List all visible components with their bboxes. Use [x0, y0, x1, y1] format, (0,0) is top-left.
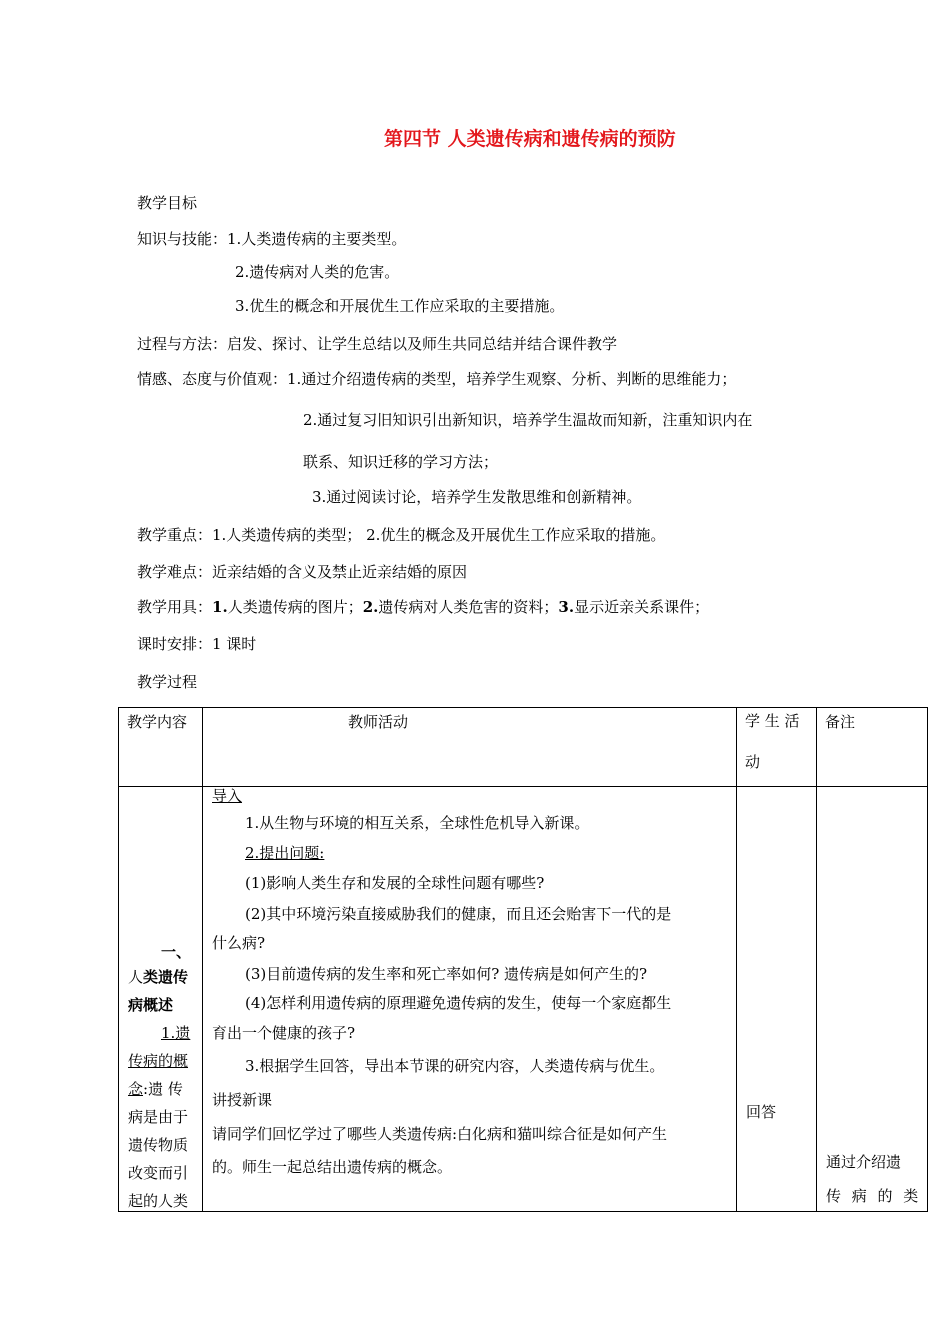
- schedule: 课时安排：1 课时: [137, 635, 257, 653]
- knowledge-item-1: 1.人类遗传病的主要类型。: [227, 230, 407, 248]
- recall-line-b: 的。师生一起总结出遗传病的概念。: [212, 1158, 453, 1176]
- question-2a: (2)其中环境污染直接威胁我们的健康，而且还会贻害下一代的是: [245, 905, 672, 923]
- intro-heading: 导入: [212, 787, 243, 805]
- question-4a: (4)怎样利用遗传病的原理避免遗传病的发生，使每一个家庭都生: [245, 994, 672, 1012]
- content-line-6a: 念: [128, 1080, 144, 1098]
- objectives-heading: 教学目标: [137, 194, 198, 212]
- new-lesson-heading: 讲授新课: [212, 1091, 273, 1109]
- emotion-item-1: 1.通过介绍遗传病的类型，培养学生观察、分析、判断的思维能力；: [287, 370, 737, 388]
- tools-num-2: 2.: [362, 598, 379, 616]
- teacher-point-2: 2.提出问题:: [245, 844, 325, 862]
- emotion-item-2a: 2.通过复习旧知识引出新知识，培养学生温故而知新，注重知识内在: [303, 411, 753, 429]
- tools-item-3: 显示近亲关系课件；: [574, 598, 710, 616]
- content-cell: [119, 787, 203, 1212]
- header-content: [119, 708, 203, 787]
- emotion-line-1: [137, 369, 736, 389]
- content-line-2: [128, 967, 188, 987]
- emotion-item-3: 3.通过阅读讨论，培养学生发散思维和创新精神。: [312, 488, 642, 506]
- tools-item-1: 人类遗传病的图片；: [227, 598, 363, 616]
- teacher-point-1: 1.从生物与环境的相互关系，全球性危机导入新课。: [245, 814, 590, 832]
- knowledge-label: 知识与技能：: [137, 230, 228, 248]
- content-line-6: [128, 1079, 183, 1099]
- header-student: [737, 708, 817, 787]
- content-line-5: 传病的概: [128, 1052, 189, 1070]
- content-line-10: 起的人类: [128, 1192, 189, 1210]
- content-line-4: 1.遗: [161, 1024, 191, 1042]
- header-student-line-2: 动: [745, 753, 761, 771]
- tools-item-2: 遗传病对人类危害的资料；: [378, 598, 559, 616]
- content-line-2b: 类遗传: [143, 968, 189, 986]
- student-answer: 回答: [746, 1103, 777, 1121]
- header-student-line-1: 学 生 活: [745, 712, 800, 730]
- content-line-9: 改变而引: [128, 1164, 189, 1182]
- emotion-label: 情感、态度与价值观：: [137, 370, 288, 388]
- notes-cell: [817, 787, 928, 1212]
- tools-num-1: 1.: [212, 598, 228, 616]
- header-teacher: [203, 708, 737, 787]
- question-1: (1)影响人类生存和发展的全球性问题有哪些?: [245, 874, 545, 892]
- difficulty: 教学难点：近亲结婚的含义及禁止近亲结婚的原因: [137, 563, 468, 581]
- recall-line-a: 请同学们回忆学过了哪些人类遗传病:白化病和猫叫综合征是如何产生: [212, 1125, 668, 1143]
- tools-num-3: 3.: [558, 598, 575, 616]
- content-line-3: 病概述: [128, 996, 174, 1014]
- table-header-row: [119, 708, 928, 787]
- header-notes: [817, 708, 928, 787]
- teacher-cell: [203, 787, 737, 1212]
- table-row: [119, 787, 928, 1212]
- header-teacher-label: 教师活动: [348, 713, 409, 731]
- page-title: 第四节 人类遗传病和遗传病的预防: [384, 128, 676, 150]
- question-3: (3)目前遗传病的发生率和死亡率如何? 遗传病是如何产生的?: [245, 965, 648, 983]
- emotion-item-2b: 联系、知识迁移的学习方法；: [303, 453, 499, 471]
- note-line-2: 传 病 的 类: [826, 1187, 922, 1205]
- question-4b: 育出一个健康的孩子?: [212, 1024, 356, 1042]
- tools-line: [137, 597, 709, 617]
- content-line-8: 遗传物质: [128, 1136, 189, 1154]
- header-notes-label: 备注: [825, 713, 856, 731]
- knowledge-line-1: [137, 229, 406, 249]
- tools-label: 教学用具：: [137, 598, 213, 616]
- process-heading: 教学过程: [137, 673, 198, 691]
- process-methods: 过程与方法：启发、探讨、让学生总结以及师生共同总结并结合课件教学: [137, 335, 618, 353]
- content-line-7: 病是由于: [128, 1108, 189, 1126]
- note-line-1: 通过介绍遗: [826, 1153, 902, 1171]
- lesson-table: [118, 707, 928, 1212]
- teacher-point-3: 3.根据学生回答，导出本节课的研究内容，人类遗传病与优生。: [245, 1057, 665, 1075]
- content-line-1: 一、: [161, 943, 192, 961]
- key-points: 教学重点：1.人类遗传病的类型； 2.优生的概念及开展优生工作应采取的措施。: [137, 526, 666, 544]
- student-cell: [737, 787, 817, 1212]
- content-line-6b: :遗 传: [143, 1080, 183, 1098]
- header-content-label: 教学内容: [127, 713, 188, 731]
- knowledge-item-3: 3.优生的概念和开展优生工作应采取的主要措施。: [235, 297, 565, 315]
- question-2b: 什么病?: [212, 934, 266, 952]
- knowledge-item-2: 2.遗传病对人类的危害。: [235, 263, 400, 281]
- header-student-label: [737, 708, 816, 772]
- content-line-2a: 人: [128, 968, 144, 986]
